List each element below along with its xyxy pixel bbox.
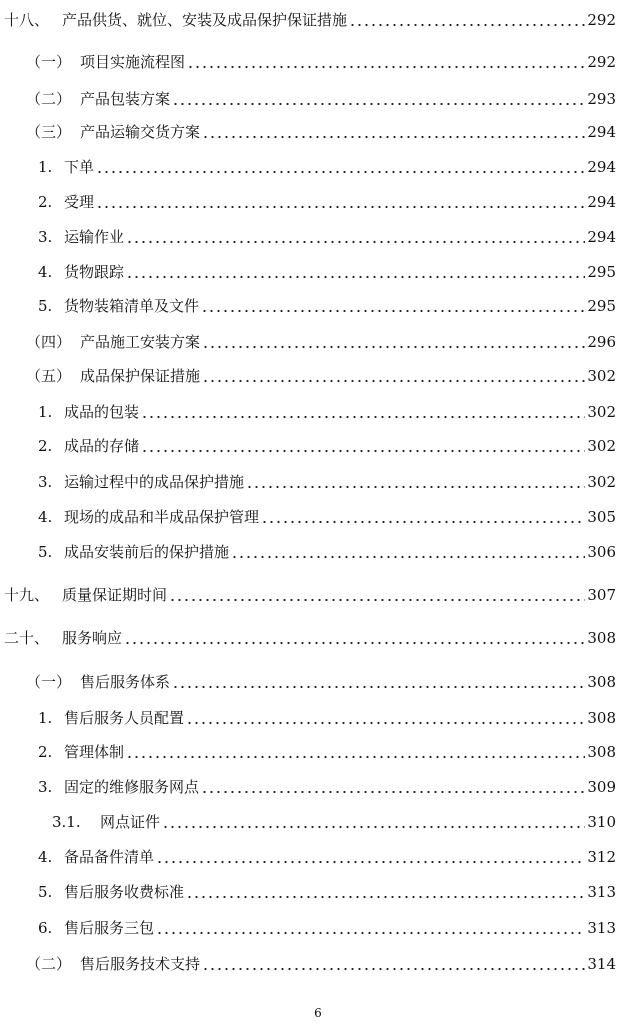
toc-entry-title: 运输过程中的成品保护措施 — [64, 473, 245, 491]
toc-entry-page: 295 — [587, 297, 616, 315]
toc-entry-number: （二） — [26, 955, 72, 973]
toc-entry[interactable] — [0, 845, 636, 869]
toc-entry-number: 十八、 — [4, 11, 50, 29]
toc-entry-page: 295 — [587, 263, 616, 281]
toc-entry-number: （一） — [26, 673, 72, 691]
toc-entry-number: 3. — [38, 778, 53, 796]
toc-entry[interactable] — [0, 880, 636, 904]
toc-entry-number: 5. — [38, 297, 53, 315]
toc-entry-number: 3. — [38, 228, 53, 246]
toc-entry-page: 302 — [587, 473, 616, 491]
toc-entry-number: 6. — [38, 919, 53, 937]
toc-entry-title: 备品备件清单 — [64, 848, 155, 866]
toc-entry[interactable] — [0, 916, 636, 940]
toc-entry-number: 1. — [38, 158, 53, 176]
toc-entry-page: 313 — [587, 919, 616, 937]
toc-entry-page: 294 — [587, 228, 616, 246]
toc-entry-page: 308 — [587, 673, 616, 691]
toc-entry-page: 309 — [587, 778, 616, 796]
dot-leader — [156, 931, 585, 935]
toc-entry-page: 313 — [587, 883, 616, 901]
toc-entry-number: 十九、 — [4, 586, 50, 604]
toc-entry-number: 4. — [38, 508, 53, 526]
toc-entry-page: 312 — [587, 848, 616, 866]
toc-entry-page: 294 — [587, 123, 616, 141]
dot-leader — [172, 685, 585, 689]
toc-entry-title: 售后服务收费标准 — [64, 883, 185, 901]
dot-leader — [187, 65, 585, 69]
toc-entry-title: 产品施工安装方案 — [80, 333, 201, 351]
toc-entry-number: 2. — [38, 437, 53, 455]
toc-entry-number: 3. — [38, 473, 53, 491]
toc-entry[interactable] — [0, 706, 636, 730]
page-number: 6 — [314, 1006, 322, 1020]
dot-leader — [202, 379, 585, 383]
dot-leader — [126, 755, 585, 759]
toc-entry[interactable] — [0, 50, 636, 74]
toc-entry-title: 服务响应 — [62, 629, 123, 647]
toc-entry[interactable] — [0, 190, 636, 214]
toc-entry[interactable] — [0, 8, 636, 32]
toc-entry[interactable] — [0, 260, 636, 284]
toc-entry[interactable] — [0, 87, 636, 111]
toc-entry-title: 下单 — [64, 158, 95, 176]
toc-entry-page: 294 — [587, 158, 616, 176]
toc-entry-title: 管理体制 — [64, 743, 125, 761]
toc-entry[interactable] — [0, 155, 636, 179]
toc-entry-number: 2. — [38, 743, 53, 761]
toc-entry[interactable] — [0, 434, 636, 458]
dot-leader — [231, 555, 585, 559]
toc-entry[interactable] — [0, 740, 636, 764]
toc-entry[interactable] — [0, 294, 636, 318]
toc-entry-page: 302 — [587, 403, 616, 421]
toc-entry-number: 5. — [38, 883, 53, 901]
toc-entry[interactable] — [0, 330, 636, 354]
toc-entry-title: 固定的维修服务网点 — [64, 778, 200, 796]
toc-entry-title: 售后服务技术支持 — [80, 955, 201, 973]
toc-entry[interactable] — [0, 364, 636, 388]
toc-entry-number: 5. — [38, 543, 53, 561]
toc-entry-title: 运输作业 — [64, 228, 125, 246]
toc-entry-number: 2. — [38, 193, 53, 211]
toc-entry-number: （四） — [26, 333, 72, 351]
toc-entry[interactable] — [0, 810, 636, 834]
dot-leader — [141, 415, 585, 419]
toc-entry-page: 305 — [587, 508, 616, 526]
toc-entry-page: 294 — [587, 193, 616, 211]
toc-entry-title: 质量保证期时间 — [62, 586, 168, 604]
toc-entry-number: （一） — [26, 53, 72, 71]
toc-entry[interactable] — [0, 670, 636, 694]
toc-entry-title: 产品包装方案 — [80, 90, 171, 108]
toc-entry-number: （五） — [26, 367, 72, 385]
toc-entry[interactable] — [0, 626, 636, 650]
toc-entry-title: 成品保护保证措施 — [80, 367, 201, 385]
toc-entry-page: 293 — [587, 90, 616, 108]
dot-leader — [126, 240, 585, 244]
dot-leader — [202, 135, 585, 139]
toc-entry-title: 产品供货、就位、安装及成品保护保证措施 — [62, 11, 348, 29]
toc-entry-page: 292 — [587, 53, 616, 71]
toc-entry-page: 314 — [587, 955, 616, 973]
dot-leader — [96, 205, 585, 209]
toc-entry-title: 项目实施流程图 — [80, 53, 186, 71]
toc-entry-number: 1. — [38, 403, 53, 421]
toc-entry[interactable] — [0, 505, 636, 529]
toc-entry[interactable] — [0, 225, 636, 249]
toc-entry-page: 307 — [587, 586, 616, 604]
toc-entry-number: 3.1. — [52, 813, 81, 831]
toc-entry-page: 310 — [587, 813, 616, 831]
toc-entry-title: 产品运输交货方案 — [80, 123, 201, 141]
dot-leader — [126, 275, 585, 279]
toc-entry-page: 296 — [587, 333, 616, 351]
toc-entry-title: 售后服务人员配置 — [64, 709, 185, 727]
dot-leader — [162, 825, 585, 829]
dot-leader — [141, 449, 585, 453]
toc-entry[interactable] — [0, 775, 636, 799]
toc-entry-page: 308 — [587, 709, 616, 727]
toc-entry-page: 292 — [587, 11, 616, 29]
toc-entry-title: 现场的成品和半成品保护管理 — [64, 508, 260, 526]
dot-leader — [202, 345, 585, 349]
toc-entry-title: 售后服务三包 — [64, 919, 155, 937]
toc-entry-number: （三） — [26, 123, 72, 141]
toc-entry-number: 4. — [38, 848, 53, 866]
toc-entry-page: 308 — [587, 743, 616, 761]
dot-leader — [172, 102, 585, 106]
dot-leader — [246, 485, 585, 489]
toc-entry[interactable] — [0, 470, 636, 494]
dot-leader — [186, 721, 585, 725]
toc-entry-title: 网点证件 — [100, 813, 161, 831]
toc-entry-number: 1. — [38, 709, 53, 727]
toc-entry[interactable] — [0, 400, 636, 424]
toc-entry-title: 成品安装前后的保护措施 — [64, 543, 230, 561]
toc-entry-title: 成品的包装 — [64, 403, 140, 421]
dot-leader — [124, 641, 585, 645]
toc-entry-page: 302 — [587, 367, 616, 385]
toc-entry[interactable] — [0, 583, 636, 607]
toc-entry-title: 受理 — [64, 193, 95, 211]
toc-entry-number: （二） — [26, 90, 72, 108]
dot-leader — [169, 598, 585, 602]
dot-leader — [202, 967, 585, 971]
dot-leader — [201, 790, 585, 794]
dot-leader — [201, 309, 585, 313]
toc-entry-page: 308 — [587, 629, 616, 647]
toc-entry-title: 货物装箱清单及文件 — [64, 297, 200, 315]
dot-leader — [96, 170, 585, 174]
toc-entry[interactable] — [0, 540, 636, 564]
toc-entry-title: 成品的存储 — [64, 437, 140, 455]
dot-leader — [261, 520, 585, 524]
toc-entry-page: 306 — [587, 543, 616, 561]
toc-entry[interactable] — [0, 120, 636, 144]
toc-entry[interactable] — [0, 952, 636, 976]
toc-entry-number: 4. — [38, 263, 53, 281]
toc-entry-title: 货物跟踪 — [64, 263, 125, 281]
toc-entry-number: 二十、 — [4, 629, 50, 647]
dot-leader — [186, 895, 585, 899]
toc-entry-title: 售后服务体系 — [80, 673, 171, 691]
dot-leader — [156, 860, 585, 864]
toc-entry-page: 302 — [587, 437, 616, 455]
dot-leader — [349, 23, 585, 27]
